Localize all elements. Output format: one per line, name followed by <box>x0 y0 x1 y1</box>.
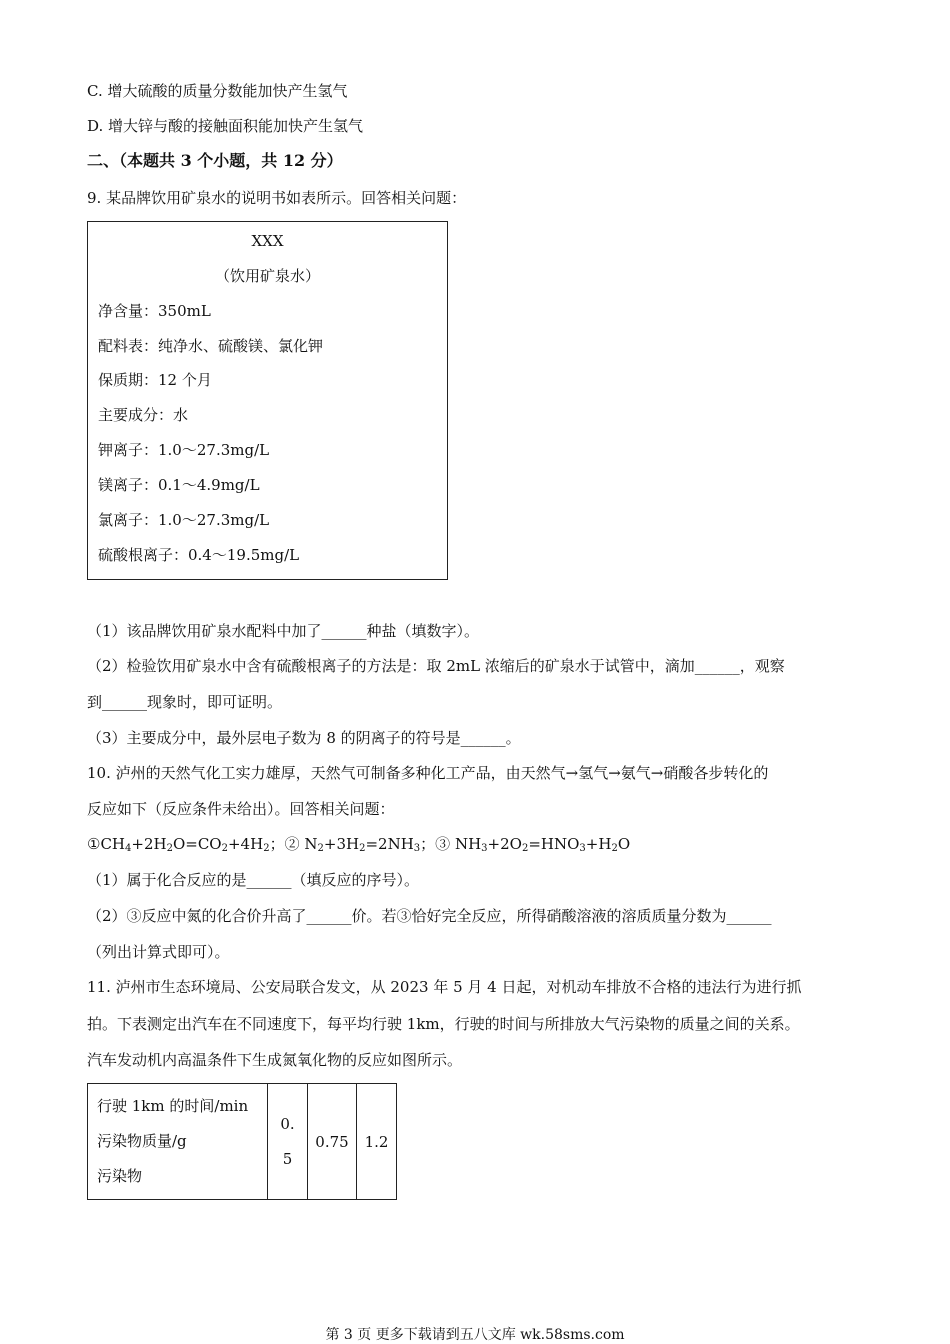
label-row: 硫酸根离子：0.4～19.5mg/L <box>98 546 300 564</box>
table-cell <box>268 1084 308 1200</box>
q9-sub2b: 到______现象时，即可证明。 <box>87 693 283 711</box>
q9-sub1: （1）该品牌饮用矿泉水配料中加了______种盐（填数字）。 <box>87 622 480 640</box>
equation-3 <box>435 835 630 853</box>
equation-text: =HNO <box>528 835 580 853</box>
q11-stem2: 拍。下表测定出汽车在不同速度下，每平均行驶 1km，行驶的时间与所排放大气污染物的质量之间的关系。 <box>87 1015 800 1033</box>
equation-text: CH <box>100 835 126 853</box>
q10-stem2: 反应如下（反应条件未给出）。回答相关问题： <box>87 800 395 818</box>
subscript: 2 <box>263 843 270 854</box>
equation-text: NH <box>450 835 482 853</box>
table-header-cell <box>88 1084 268 1200</box>
q10-equations <box>87 834 630 859</box>
table-cell: 1.2 <box>357 1084 397 1200</box>
subscript: 4 <box>125 843 132 854</box>
equation-text: ； <box>420 835 436 853</box>
q10-sub1: （1）属于化合反应的是______（填反应的序号）。 <box>87 871 420 889</box>
equation-text: +H <box>585 835 612 853</box>
label-title: XXX <box>251 232 284 250</box>
subscript: 2 <box>611 843 618 854</box>
label-subtitle: （饮用矿泉水） <box>214 267 320 285</box>
equation-text: O=CO <box>172 835 222 853</box>
table-header: 污染物质量/g <box>97 1132 187 1150</box>
q10-sub2b: （列出计算式即可）。 <box>87 943 230 961</box>
label-row: 配料表：纯净水、硫酸镁、氯化钾 <box>98 337 324 355</box>
equation-marker: ② <box>284 835 300 853</box>
label-row: 保质期：12 个月 <box>98 371 212 389</box>
subscript: 2 <box>359 843 366 854</box>
equation-text: O <box>617 835 631 853</box>
subscript: 3 <box>481 843 488 854</box>
label-row: 镁离子：0.1～4.9mg/L <box>98 476 260 494</box>
table-header: 污染物 <box>97 1167 143 1185</box>
equation-text: ； <box>269 835 285 853</box>
equation-2 <box>285 835 436 853</box>
q9-sub3: （3）主要成分中，最外层电子数为 8 的阴离子的符号是______。 <box>87 729 521 747</box>
pollution-table <box>87 1083 397 1200</box>
equation-text: +3H <box>323 835 360 853</box>
q11-stem3: 汽车发动机内高温条件下生成氮氧化物的反应如图所示。 <box>87 1051 463 1069</box>
table-cell: 0.75 <box>308 1084 357 1200</box>
mineral-water-label <box>87 221 448 580</box>
equation-text: +2H <box>131 835 167 853</box>
equation-1 <box>87 835 285 853</box>
table-header: 行驶 1km 的时间/min <box>97 1097 249 1115</box>
label-row: 净含量：350mL <box>98 302 211 320</box>
subscript: 3 <box>413 843 421 854</box>
table-value-line: 0. <box>280 1114 295 1133</box>
label-row: 主要成分：水 <box>98 406 189 424</box>
table-value-line: 5 <box>282 1149 293 1168</box>
q9-stem: 9. 某品牌饮用矿泉水的说明书如表所示。回答相关问题： <box>87 189 467 207</box>
q10-stem1: 10. 泸州的天然气化工实力雄厚，天然气可制备多种化工产品，由天然气→氢气→氨气→硝酸各步转化的 <box>87 764 769 782</box>
q9-sub2a: （2）检验饮用矿泉水中含有硫酸根离子的方法是：取 2mL 浓缩后的矿泉水于试管中，滴加______，观察 <box>87 657 785 675</box>
label-row: 钾离子：1.0～27.3mg/L <box>98 441 270 459</box>
subscript: 3 <box>579 843 586 854</box>
q11-stem1: 11. 泸州市生态环境局、公安局联合发文，从 2023 年 5 月 4 日起，对机动车排放不合格的违法行为进行抓 <box>87 978 802 996</box>
option-c: C. 增大硫酸的质量分数能加快产生氢气 <box>87 82 348 100</box>
page-footer: 第 3 页 更多下载请到五八文库 wk.58sms.com <box>325 1327 625 1343</box>
subscript: 2 <box>221 843 228 854</box>
equation-marker: ① <box>87 835 101 853</box>
equation-marker: ③ <box>435 835 451 853</box>
label-row: 氯离子：1.0～27.3mg/L <box>98 511 270 529</box>
section-heading: 二、（本题共 3 个小题，共 12 分） <box>87 151 343 170</box>
q10-sub2a: （2）③反应中氮的化合价升高了______价。若③恰好完全反应，所得硝酸溶液的溶质质量分数为______ <box>87 907 772 925</box>
equation-text: +4H <box>227 835 264 853</box>
equation-text: =2NH <box>365 835 414 853</box>
equation-text: +2O <box>487 835 522 853</box>
option-d: D. 增大锌与酸的接触面积能加快产生氢气 <box>87 117 364 135</box>
equation-text: N <box>299 835 318 853</box>
subscript: 2 <box>521 843 529 854</box>
subscript: 2 <box>166 843 173 854</box>
subscript: 2 <box>317 843 324 854</box>
